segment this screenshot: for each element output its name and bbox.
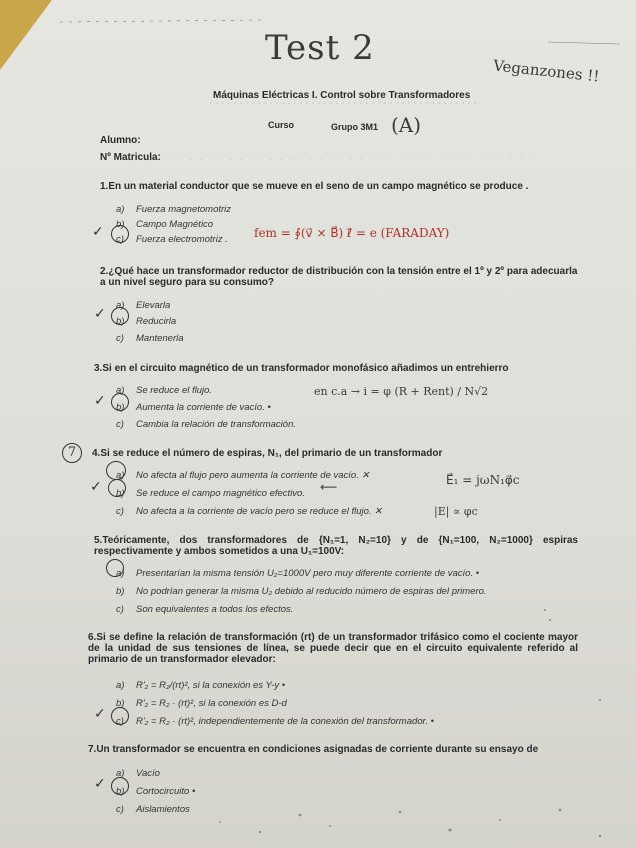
q4-arrow-icon: ⟵ (320, 480, 338, 494)
q4-answer-circle (108, 479, 126, 497)
q4-annotation: E⃗₁ = jωN₁φ⃗c (446, 473, 520, 487)
q4-option-a: a) No afecta al flujo pero aumenta la corriente de vacío. ✕ (116, 470, 370, 481)
alumno-label: Alumno: (100, 135, 141, 146)
matricula-label: Nº Matricula: (100, 152, 161, 163)
q4-option-b: b) Se reduce el campo magnético efectivo. (116, 488, 305, 499)
q2-answer-circle (111, 307, 129, 325)
q4-option-a-circle (106, 461, 126, 480)
q7-option-c: c) Aislamientos (116, 804, 190, 815)
q1-answer-circle (111, 225, 129, 243)
q7-option-b: b) Cortocircuito • (116, 786, 196, 797)
exam-heading: Máquinas Eléctricas I. Control sobre Transformadores (213, 90, 471, 101)
q1-check-icon: ✓ (92, 224, 104, 240)
curso-label: Curso (268, 120, 295, 130)
grupo-label: Grupo 3M1 (331, 122, 379, 132)
q2-option-c: c) Mantenerla (116, 333, 184, 344)
q2-option-b: b) Reducirla (116, 316, 177, 327)
q7-option-a: a) Vacío (116, 768, 160, 779)
q3-option-a: a) Se reduce el flujo. (116, 385, 213, 396)
question-5: 5.Teóricamente, dos transformadores de {N₁=1, N₂=10} y de {N₁=100, N₂=1000} espiras respectivamente y ambos sometidos a una U₁=100V: (94, 535, 578, 557)
q4-check-icon: ✓ (90, 479, 102, 495)
question-1: 1.En un material conductor que se mueve en el seno de un campo magnético se produce . (100, 181, 529, 192)
q7-check-icon: ✓ (94, 776, 106, 792)
q4-option-c: c) No afecta a la corriente de vacío pero se reduce el flujo. ✕ (116, 506, 383, 517)
q6-check-icon: ✓ (94, 706, 106, 722)
question-6: 6.Si se define la relación de transformación (rt) de un transformador trifásico como el cociente mayor de la unidad de sus tensiones de línea, se puede decir que en el circuito equivalente referido al primario de un transformador elevador: (88, 632, 578, 665)
q1-option-b: b) Campo Magnético (116, 219, 214, 230)
q5-answer-circle (106, 559, 124, 577)
q3-option-c: c) Cambia la relación de transformación. (116, 419, 296, 430)
question-4: 4.Si se reduce el número de espiras, N₁, del primario de un transformador (92, 448, 443, 459)
grupo-handwritten: (A) (391, 113, 422, 137)
q3-option-b: b) Aumenta la corriente de vacío. • (116, 402, 271, 413)
q2-check-icon: ✓ (94, 306, 106, 322)
q3-answer-circle (111, 393, 129, 411)
q5-option-a: a) Presentarían la misma tensión U₂=1000V pero muy diferente corriente de vacío. • (116, 568, 480, 579)
q1-annotation: fem = ∮(v⃗ × B⃗) ℓ⃗ = e (FARADAY) (254, 226, 450, 240)
q5-option-c: c) Son equivalentes a todos los efectos. (116, 604, 294, 615)
q4-handwritten-number: 7 (62, 443, 82, 463)
student-nickname: Veganzones !! (492, 56, 601, 86)
handwritten-title: Test 2 (265, 28, 375, 68)
q1-option-c: c) Fuerza electromotriz . (116, 234, 228, 245)
q1-option-a: a) Fuerza magnetomotriz (116, 204, 232, 215)
q6-answer-circle (111, 707, 129, 725)
q6-option-c: c) R'₂ = R₂ · (rt)², independientemente de la conexión del transformador. • (116, 716, 434, 727)
q3-annotation: en c.a → i = φ (R + Rent) / N√2 (314, 385, 489, 398)
q3-check-icon: ✓ (94, 393, 106, 409)
q6-option-b: b) R'₂ = R₂ · (rt)², si la conexión es D-d (116, 698, 287, 709)
q7-answer-circle (111, 777, 129, 795)
question-3: 3.Si en el circuito magnético de un transformador monofásico añadimos un entrehierro (94, 363, 509, 374)
question-7: 7.Un transformador se encuentra en condiciones asignadas de corriente durante su ensayo de (88, 744, 539, 755)
q5-option-b: b) No podrían generar la misma U₂ debido al reducido número de espiras del primero. (116, 586, 487, 597)
question-2: 2.¿Qué hace un transformador reductor de distribución con la tensión entre el 1º y 2º para adecuarla a un nivel seguro para su consumo? (100, 266, 578, 288)
q2-option-a: a) Elevarla (116, 300, 171, 311)
q4-annotation-2: |E| ∝ φc (434, 505, 478, 518)
q6-option-a: a) R'₂ = R₂/(rt)², si la conexión es Y-y • (116, 680, 286, 691)
